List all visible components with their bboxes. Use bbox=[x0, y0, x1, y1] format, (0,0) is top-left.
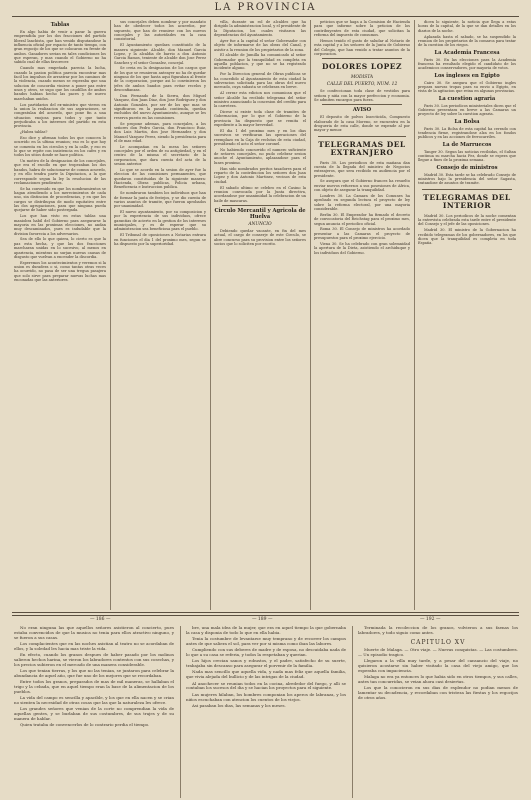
paragraph: Paris 30. La Bolsa de esta capital ha cerrado con tendencia firme, registrandose alza en los fondos publicos y en las acciones de ferrocarriles. bbox=[418, 126, 516, 140]
paragraph: Paris 30. En las elecciones para la Academia francesa ha resultado elegido el candidato de los academicos conservadores, por mayoria de votos. bbox=[418, 57, 516, 71]
paragraph: dicen lo siguiente, la noticia que llega a estas horas de la capital, de la que se dan detalles en los diarios de la noche. bbox=[418, 20, 516, 33]
section-heading: MODISTA bbox=[350, 74, 374, 80]
serial-column-1 bbox=[14, 626, 174, 798]
paragraph: Roma 30. El Consejo de ministros ha acordado presentar a las Camaras el proyecto de presupuestos para el proximo ejercicio. bbox=[314, 227, 410, 241]
paragraph: Londres 30. La Camara de los Comunes ha aprobado en segunda lectura el proyecto de ley sobre la reforma electoral, por una mayoria considerable. bbox=[314, 193, 410, 211]
section-heading: CAPITULO XV bbox=[410, 638, 466, 646]
column-divider bbox=[310, 20, 311, 610]
paragraph: En efecto, cuando los granos despues de haber pasado por los molinos salieron hechos harina, se vieron los labradores contentos con sus cosechas, y los precios subieron en el mercado de una manera considerable. bbox=[14, 652, 174, 667]
article-column-5 bbox=[418, 20, 516, 610]
section-heading: TELEGRAMAS DEL EXTRANJERO bbox=[318, 139, 406, 158]
section-heading: Tablas bbox=[50, 22, 70, 28]
section-heading: Los ingleses en Egipto bbox=[434, 72, 500, 79]
article-column-4 bbox=[314, 20, 410, 610]
paragraph: Cuando mas empeñada parecia la lucha, cuando la pasion politica parecia encontrar mas facil los impulsos de arrastrar por los caminos de la violencia, cuando menos se esperaba que una solucion de concordia viniese a poner paz entre unos y otros, se supo que los caudillos de ambos bandos habian hecho las paces y de nuevo marchaban unidos. bbox=[14, 66, 106, 101]
paragraph: Quien trataba de convencerlos de lo contrario perdia el tiempo. bbox=[20, 722, 150, 728]
page-number: — 189 — bbox=[252, 617, 273, 622]
paragraph: villa, durante un rol de alcaldes que ha dirigido la administracion local, y el presidente de la Diputacion, los cuales visitaron las dependencias del Ayuntamiento. bbox=[214, 20, 306, 38]
paragraph: Asi pasaban los dias, las semanas y los meses. bbox=[192, 702, 286, 708]
article-column-3 bbox=[214, 20, 306, 610]
paragraph: peticion que se haga a la Comision de Hacienda para que informe sobre la peticion de los contribuyentes de esta ciudad, que solicitan la reforma del impuesto de consumos. bbox=[314, 20, 410, 38]
paragraph: El nuevo ayuntamiento, por su composicion y por la experiencia de sus individuos, ofrece garantias de acierto en la gestion de los intereses municipales, y es de esperar que su administracion sea beneficiosa para el pueblo. bbox=[114, 210, 206, 232]
masthead-rule bbox=[12, 16, 519, 17]
paragraph: Eso dice y afirman todos los que conocen lo ocurrido en la ultima reunion; eso es lo que hoy se comenta en los circulos y en la calle, y eso es lo que se repite con insistencia en los cafes y en todos los sitios donde se hace politica. bbox=[14, 135, 106, 158]
masthead-title: LA PROVINCIA bbox=[214, 2, 317, 13]
paragraph: Tanger 30. Segun las noticias recibidas, el Sultan continua su marcha hacia Fez, donde se espera que llegue a fines de la proxima semana. bbox=[418, 149, 516, 163]
paragraph: Por la Direccion general de Obras publicas se ha concedido al Ayuntamiento de esta ciudad la subvencion solicitada para las obras del nuevo mercado, cuya subasta se celebrara en breve. bbox=[214, 72, 306, 90]
paragraph: Madrid 30. El ministro de la Gobernacion ha recibido telegramas de los gobernadores, en los que dicen que la tranquilidad es completa en toda España. bbox=[418, 228, 516, 246]
paragraph: Se ha convenido en que los nombramientos se hagan atendiendo a los merecimientos de cada uno, sin distincion de procedencias, y en que los cargos se distribuyan de modo equitativo entre las dos agrupaciones, para que ninguna pueda quejarse de haber sido postergada. bbox=[14, 186, 106, 213]
section-heading: La Academia Francesa bbox=[434, 49, 500, 56]
paragraph: Don Fernando de la Sierra, don Miguel Vazquez, don Juan Diaz, don Jose Rodriguez y don Antonio Gonzalez, por ser de los que mas se significaron en la pasada contienda, quedan excluidos del nuevo Ayuntamiento, aunque se les reserva puesto en las comisiones. bbox=[114, 94, 206, 120]
paragraph: Cumpliendo con sus deberes de madre y de esposa, no descuidaba nada de lo que a su casa se referia, y todos la respetaban y querian. bbox=[186, 647, 346, 658]
paragraph: Los complacientes que en las noches asistian al teatro no se acordaban de ellos, y la soledad les hacia mas triste la vida. bbox=[14, 641, 174, 651]
section-heading: CALLE DEL PUERTO, NUM. 12 bbox=[326, 81, 398, 87]
rule-divider bbox=[422, 189, 512, 190]
paragraph: Dicese si existe toda clase de tramites de Gobernacion, por lo que el Gobierno de la provincia ha dispuesto que se remita el expediente a la mayor brevedad. bbox=[214, 110, 306, 128]
article-column-1 bbox=[14, 20, 106, 610]
section-heading: DOLORES LOPEZ bbox=[322, 62, 402, 72]
paragraph: Nada mas sencillo que aquella vida, y nada mas feliz que aquella familia, que vivia alejada del bullicio y de las intrigas de la ciudad. bbox=[186, 669, 346, 680]
paragraph: Un motivo de la designacion de los concejales, que era el escollo en que tropezaban los dos bandos, habra de solucionarse de comun acuerdo, y en ello tendra parte la Diputacion, a la que corresponde segun la ley la resolucion de las reclamaciones pendientes. bbox=[14, 159, 106, 185]
paragraph: Se confeccionan toda clase de vestidos para señora y niña con la mayor perfeccion y economia. Se admiten encargos para fuera. bbox=[314, 89, 410, 102]
paragraph: bre, una mala idea de la mujer, que era en aquel tiempo la que gobernaba la casa y disponia de todo lo que en ella habia. bbox=[186, 626, 346, 635]
section-heading: AVISO bbox=[352, 107, 372, 114]
paragraph: Los que han visto en estas tablas una maniobra habil del Gobierno para asegurarse la mayoria en las proximas elecciones, no andan muy descaminados, pues es indudable que la division favorecia a los adversarios. bbox=[14, 214, 106, 236]
paragraph: Los grandes señores que venian de la corte no comprendian la vida de aquellas gentes, y se burlaban de sus costumbres, de sus trajes y de su manera de hablar. bbox=[14, 706, 174, 722]
section-heading: Consejo de ministros bbox=[436, 164, 498, 171]
paragraph: Paris 30. Los periodicos ministeriales dicen que el Gobierno presentara en breve a las Camaras un proyecto de ley sobre la cuestion agraria. bbox=[418, 103, 516, 117]
column-divider bbox=[414, 20, 415, 610]
rule-divider bbox=[318, 136, 406, 137]
paragraph: Lo que se acordo en la sesion de ayer fue la eleccion de las comisiones permanentes, que quedaron constituidas de la siguiente manera: Hacienda, Obras publicas, Policia urbana, Beneficencia e Instruccion publica. bbox=[114, 168, 206, 190]
section-heading: ANUNCIO bbox=[248, 221, 272, 227]
paragraph: Ayer fue a la capital el señor Gobernador con objeto de informarse de las obras del Canal, y asistir a la reunion de los propietarios de la zona. bbox=[214, 38, 306, 52]
rule-divider bbox=[322, 104, 402, 105]
paragraph: Los que tenian tierras, y los que no las tenian, se juntaron para celebrar la abundancia de aquel año, que fue uno de los mejores que se recordaban. bbox=[14, 668, 174, 679]
section-heading: La Bolsa bbox=[454, 118, 480, 125]
paragraph: Se asegura que el Gobierno frances ha resuelto enviar nuevos refuerzos a sus posesiones de Africa, con objeto de asegurar la tranquilidad. bbox=[314, 179, 410, 193]
paragraph: Se propone ademas, para concejales, a los señores don Pedro Garcia, don Francisco Ruiz, don Luis Martin, don Jose Hernandez y don Manuel Vazquez Perez, siendo la presidencia para el de mas edad. bbox=[114, 121, 206, 143]
section-rule bbox=[12, 612, 519, 613]
paragraph: Malaga no era ya entonces lo que habia sido en otros tiempos, y sus calles, antes tan concurridas, se veian ahora casi desiertas. bbox=[358, 673, 518, 684]
paragraph: En algo habia de venir a parar la guerra emprendida por los dos fracciones del partido liberal lanchista, que han venido disputandose la influencia oficial por espacio de tanto tiempo, con gran regocijo de los que se colocaron en frente de ambos. Ganadores serian en tales condiciones los que esperan, y mas cuando el Gobierno no ha sabido cual de ellas favorecer. bbox=[14, 30, 106, 65]
paragraph: Le acompañan en la mesa los señores concejales por el orden de su antigüedad, y en el centro de la misma el secretario de la corporacion, que dara cuenta del acta de la sesion anterior. bbox=[114, 144, 206, 167]
serial-column-2 bbox=[186, 626, 346, 798]
column-divider bbox=[180, 626, 181, 798]
paragraph: Han sido nombrados peritos tasadores para el reparto de la contribucion los señores don Juan Lopez y don Antonio Martinez, vecinos de esta ciudad. bbox=[214, 166, 306, 184]
paragraph: Al cerrar esta edicion nos comunican que el señor Alcalde ha recibido telegrama del señor ministro anunciando la concesion del credito para la carretera. bbox=[214, 91, 306, 109]
paragraph: El dia 1 del proximo mes y en los dias sucesivos se verificaran las operaciones del reemplazo en la Caja de reclutas de esta ciudad, presidiendo el acto el señor coronel. bbox=[214, 128, 306, 146]
page-number: — 192 — bbox=[420, 617, 441, 622]
paragraph: Madrid 30. Los periodicos de la noche comentan la entrevista celebrada esta tarde entre el presidente del Consejo y el jefe de las oposiciones. bbox=[418, 213, 516, 227]
paragraph: Aplazada hasta el sabado, se ha suspendido la reunion de los propietarios de la comarca para tratar de la cuestion de los riegos. bbox=[418, 34, 516, 48]
paragraph: Sea de ello lo que quiera, lo cierto es que la paz esta hecha, y que las dos fracciones marcharan unidas en lo sucesivo, al menos en apariencia, mientras no surjan nuevas causas de disgusto que vuelvan a encender la discordia. bbox=[14, 237, 106, 259]
paragraph: El Tribunal de oposiciones a Notarias entrara en funciones el dia 1 del proximo mes, segun se ha dispuesto por la superioridad. bbox=[114, 233, 206, 246]
paragraph: Se creia en la designacion de los cargos que de los que se reunieron anteayer no ha de quedar ninguno de los que hasta aqui figuraban al frente de la corporacion, porque asi lo convinieron los jefes de ambos bandos para evitar recelos y desconfianzas. bbox=[114, 66, 206, 93]
paragraph: Paris 30. Los periodicos de esta mañana dan cuenta de la llegada del ministro de Negocios extranjeros, que sera recibido en audiencia por el presidente. bbox=[314, 160, 410, 178]
section-heading: La de Marruecos bbox=[442, 141, 492, 148]
paragraph: Tenia la costumbre de levantarse muy temprano y de recorrer los campos antes de que saliera el sol, para ver por si misma como iban las labores. bbox=[186, 636, 346, 647]
section-heading: La cuestion agraria bbox=[438, 95, 496, 102]
paragraph: ¿Habra tablas? bbox=[20, 130, 48, 135]
paragraph: El deposito de polvos Insecticida, Compuesto elaborado de la casa Moreno, se encuentra en la drogueria de esta calle, donde se expende al por mayor y menor. bbox=[314, 115, 410, 133]
paragraph: Muerte de Malaga. — Otro viaje. — Nuevas conquistas. — Las costumbres. — Un episodio tragico. bbox=[358, 646, 518, 657]
page-number: — 186 — bbox=[90, 617, 111, 622]
paragraph: Los partidarios del ex-ministro que vieron en la union la realizacion de sus aspiraciones, se congratulan del acuerdo, que pone fin a una situacion enojosa para todos y que tanto perjudicaba a los intereses del partido en esta provincia. bbox=[14, 102, 106, 129]
paragraph: Viena 30. Se ha celebrado con gran solemnidad la apertura de la Dieta, asistiendo el archiduque y los individuos del Gobierno. bbox=[314, 241, 410, 255]
paragraph: El sabado ultimo se celebro en el Casino la reunion convocada por la Junta directiva, acordandose por unanimidad la celebracion de un baile de mascaras. bbox=[214, 185, 306, 203]
paragraph: La vida del campo es sencilla y apacible, y los que en ella nacen y se crian no sienten la necesidad de otras cosas que las que la naturaleza les ofrece. bbox=[14, 695, 174, 706]
column-divider bbox=[110, 20, 111, 610]
article-column-2 bbox=[114, 20, 206, 610]
paragraph: Cairo 30. Se asegura que el Gobierno ingles prepara nuevas tropas para su envio a Egipto, en vista de la agitacion que reina en algunas provincias. bbox=[418, 80, 516, 94]
paragraph: Hemos tenido el gusto de saludar al Notario de esta capital y a los señores de la Junta de Gobierno del Colegio, que han venido a tratar asuntos de la corporacion. bbox=[314, 38, 410, 56]
paragraph: No habiendo concurrido el numero suficiente de señores concejales, no pudo celebrar sesion anoche el Ayuntamiento, aplazandose para el lunes proximo. bbox=[214, 147, 306, 165]
paragraph: Se nombraron tambien los individuos que han de formar la junta de festejos, y se dio cuenta de varios asuntos de tramite, que fueron aprobados por unanimidad. bbox=[114, 191, 206, 209]
paragraph: sus concejales deben nombrar y por mandato han de obedecer todos los acuerdos, por supuesto, que han de reunirse con los nuevos concejales y las autoridades en la casa consistorial. bbox=[114, 20, 206, 42]
paragraph: El Ayuntamiento quedara constituido de la manera siguiente: Alcalde, don Manuel Garcia Lopez, y la alcaldia de barrio a don Antonio Garcia Ramos, teniente de alcalde don Jose Perez Sanchez y el señor Gonzalez, concejal. bbox=[114, 43, 206, 65]
column-divider bbox=[352, 626, 353, 798]
paragraph: Esperemos los acontecimientos y veremos si la union es duradera o si, como tantas otras veces ha ocurrido, no pasa de ser una tregua pasajera que solo sirve para preparar nuevas luchas mas enconadas que las anteriores. bbox=[14, 260, 106, 283]
paragraph: Al anochecer se reunian todos en la cocina, alrededor del fuego, y alli se contaban los sucesos del dia y se hacian los proyectos para el siguiente. bbox=[186, 680, 346, 691]
paragraph: Los hijos crecian sanos y robustos, y el padre, satisfecho de su suerte, trabajaba sin descanso para asegurar el porvenir de la familia. bbox=[186, 658, 346, 669]
paragraph: Berlin 30. El Emperador ha firmado el decreto de convocatoria del Reichstag para el proximo mes, segun anuncia el periodico oficial. bbox=[314, 212, 410, 226]
column-divider bbox=[210, 20, 211, 610]
paragraph: Las mujeres hilaban, los hombres componian los aperos de labranza, y los niños escuchaban con atencion los cuentos de los viejos. bbox=[186, 691, 346, 702]
section-rule bbox=[12, 615, 519, 616]
serial-column-3 bbox=[358, 626, 518, 798]
section-heading: Circulo Mercantil y Agricola de Huelva bbox=[214, 207, 306, 220]
rule-divider bbox=[322, 58, 402, 59]
paragraph: Madrid 30. Esta tarde se ha celebrado Consejo de ministros bajo la presidencia del señor Sagasta, tratandose de asuntos de tramite. bbox=[418, 172, 516, 186]
paragraph: Debiendo quedar vacante, en fin del mes actual, el cargo de conserje de este Circulo, se abre concurso para su provision entre los señores socios que lo soliciten por escrito. bbox=[214, 229, 306, 247]
paragraph: Los que la conocieron en sus dias de esplendor no podian menos de lamentar su decadencia, y recordaban con tristeza las fiestas y los regocijos de otros años. bbox=[358, 685, 518, 700]
paragraph: No eran ninguna las que aquellos señores asistieron al concierto, pues estaba convencidos de que la musica no tenia para ellos atractivo ninguno, y se fueron a sus casas. bbox=[14, 626, 174, 640]
paragraph: Entre todos los granos, preparados de mas de mil maneras, se hallaban el trigo y la cebada, que en aquel tiempo eran la base de la alimentacion de los pueblos. bbox=[14, 679, 174, 695]
paragraph: El alcalde de Jumilla ha comunicado al señor Gobernador que la tranquilidad es completa en aquella poblacion, y que no se ha registrado incidente alguno. bbox=[214, 53, 306, 71]
paragraph: Terminada la recoleccion de los granos, volvieron a sus faenas los labradores, y todo siguio como antes. bbox=[358, 626, 518, 635]
rule-divider bbox=[222, 205, 298, 206]
section-heading: TELEGRAMAS DEL INTERIOR bbox=[423, 192, 511, 211]
paragraph: Llegaron a la villa muy tarde, y a pesar del cansancio del viaje, no quisieron acostarse sin haber visitado la casa del viejo amigo, que los esperaba con impaciencia. bbox=[358, 657, 518, 673]
